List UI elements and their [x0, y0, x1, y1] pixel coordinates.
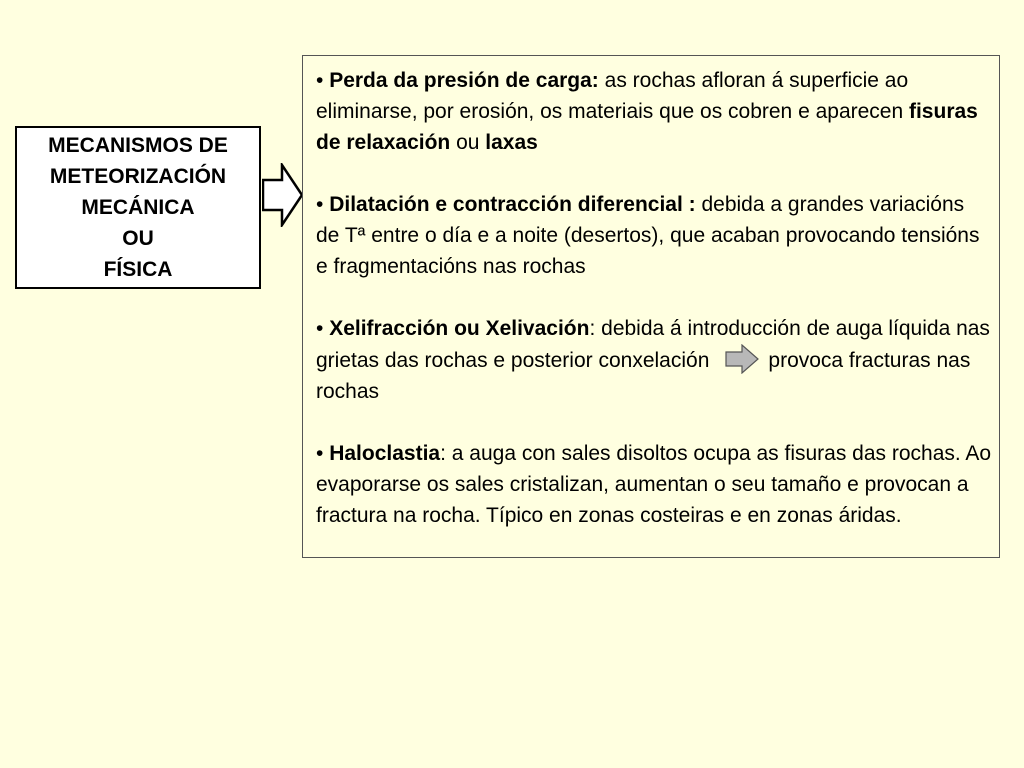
item-heading: Xelifracción ou Xelivación: [329, 317, 590, 340]
bullet: •: [316, 317, 324, 340]
item-text: as rochas afloran á superficie ao eliminarse, por erosión, os materiais que os cobren e aparecen: [316, 69, 909, 123]
item-pressure-release: [316, 65, 993, 158]
item-emphasis: fisuras de relaxación: [316, 100, 978, 154]
item-thermal-expansion: [316, 189, 993, 282]
title-line-3: MECÁNICA: [81, 196, 195, 219]
item-frost-wedging: [316, 313, 993, 407]
title-line-1: MECANISMOS DE: [48, 134, 228, 157]
item-heading: Dilatación e contracción diferencial :: [329, 193, 696, 216]
title-line-4: OU: [122, 227, 154, 250]
item-emphasis: laxas: [485, 131, 538, 154]
bullet: •: [316, 442, 324, 465]
item-text: debida a grandes variacións de Tª entre o día e a noite (desertos), que acaban provocando tensións e fragmentacións nas rochas: [316, 193, 980, 278]
content-box: [302, 55, 1000, 558]
title-line-2: METEORIZACIÓN: [49, 165, 227, 188]
item-heading: Haloclastia: [329, 442, 441, 465]
right-arrow-icon: [725, 344, 759, 374]
title-box: [15, 126, 261, 289]
item-text: : a auga con sales disoltos ocupa as fisuras das rochas. Ao evaporarse os sales cristalizan, aumentan o seu tamaño e provocan a fractura na rocha. Típico en zonas costeiras e en zonas áridas.: [316, 442, 992, 527]
bullet: •: [316, 69, 324, 92]
item-text: : debida á introducción de auga líquida nas grietas das rochas e posterior conxelación: [316, 317, 990, 372]
item-heading: Perda da presión de carga:: [329, 69, 599, 92]
title-line-5: FÍSICA: [103, 258, 173, 281]
item-text: ou: [450, 131, 486, 154]
item-haloclasty: [316, 438, 993, 531]
right-arrow-icon: [262, 163, 304, 227]
bullet: •: [316, 193, 324, 216]
item-text: provoca fracturas nas rochas: [316, 349, 971, 403]
